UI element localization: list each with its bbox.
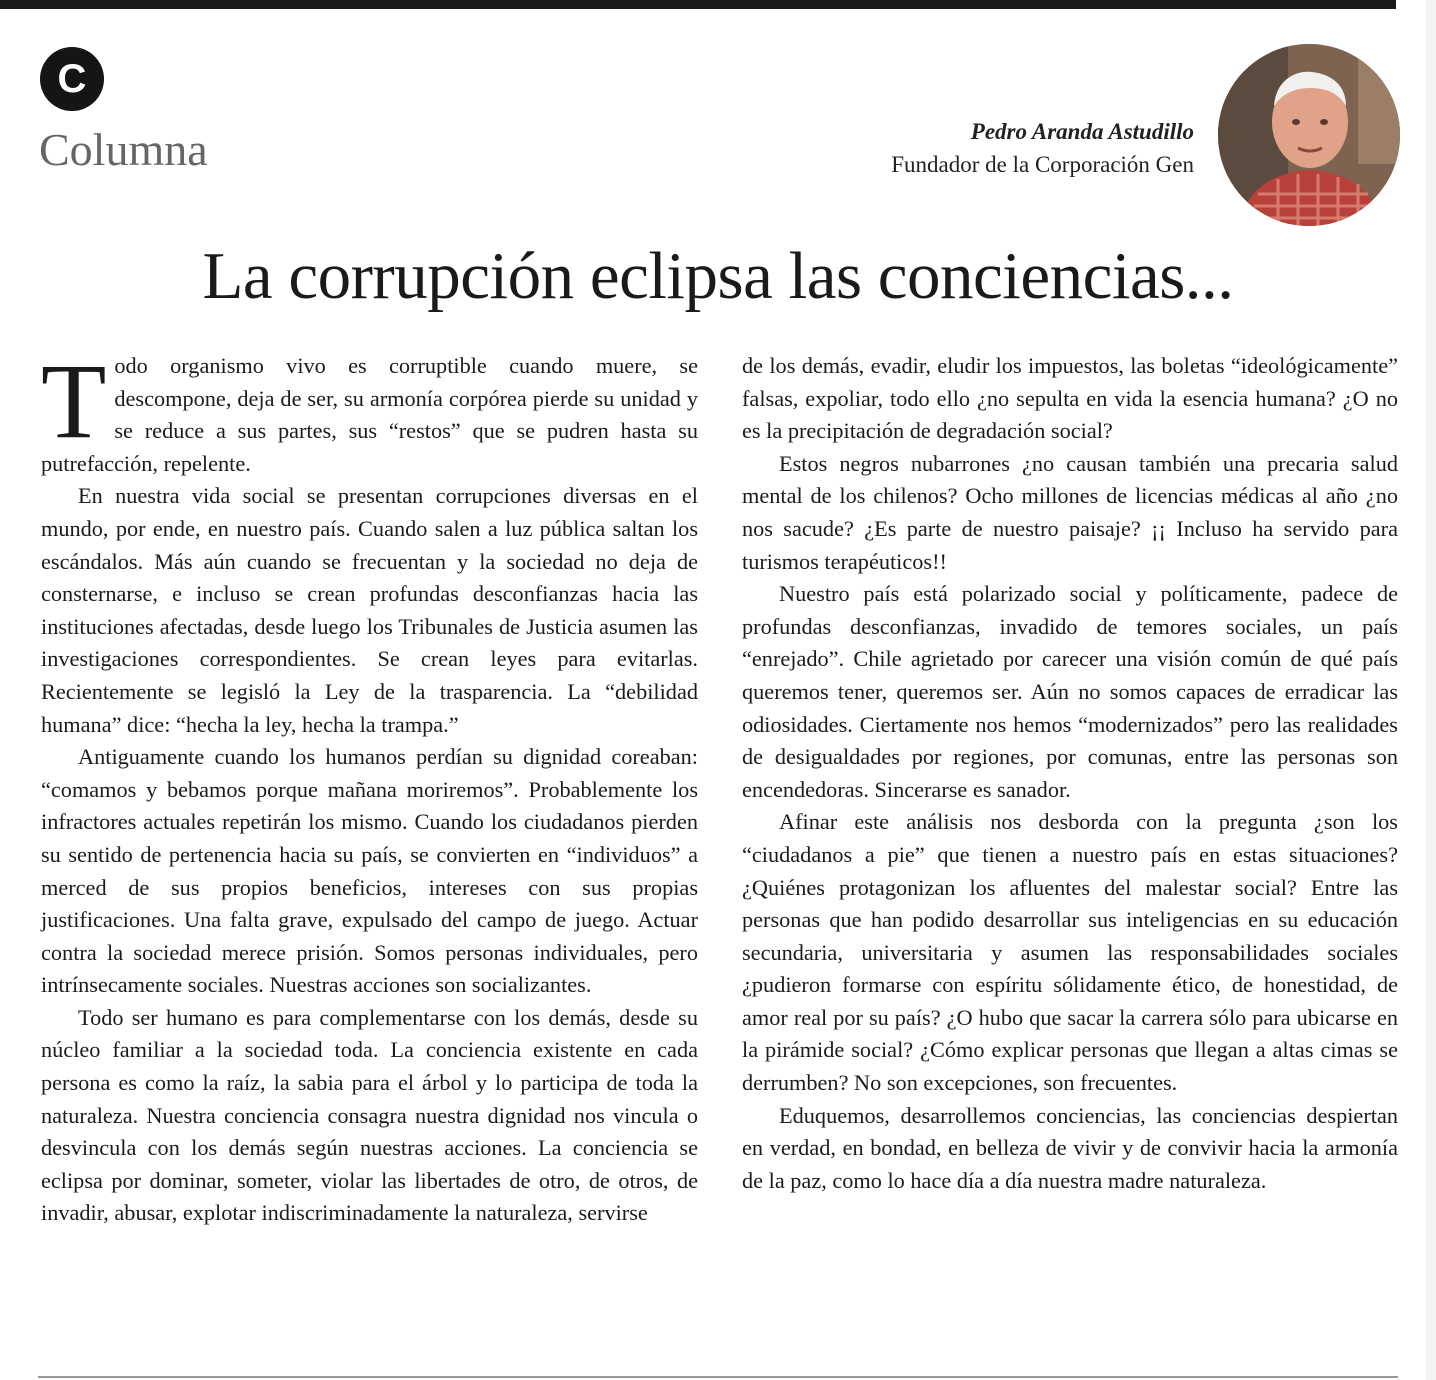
article-column-left — [41, 343, 698, 1230]
article-column-right — [742, 350, 1398, 1197]
section-label: Columna — [39, 124, 208, 175]
article-paragraph: Eduquemos, desarrollemos conciencias, las conciencias despiertan en verdad, en bondad, en belleza de vivir y de convivir hacia la armonía de la paz, como lo hace día a día nuestra madre naturaleza. — [742, 1102, 1398, 1193]
section-badge: C — [40, 47, 104, 111]
article-paragraph: Afinar este análisis nos desborda con la pregunta ¿son los “ciudadanos a pie” que tienen a nuestro país en estas situaciones? ¿Quiénes protagonizan los afluentes del malestar social? Entre las personas que han podido desarrollar sus inteligencias en su educación secundaria, universitaria y asumen las responsabilidades sociales ¿pudieron formarse con espíritu sólidamente ético, de honestidad, de amor real por su país? ¿O hubo que sacar la carrera sólo para ubicarse en la pirámide social? ¿Cómo explicar personas que llegan a altas cimas se derrumben? No son excepciones, son frecuentes. — [742, 809, 1398, 1096]
author-role: Fundador de la Corporación Gen — [891, 152, 1194, 177]
headline: La corrupción eclipsa las conciencias... — [202, 239, 1234, 313]
article-paragraph: Estos negros nubarrones ¿no causan también una precaria salud mental de los chilenos? Ocho millones de licencias médicas al año ¿no nos sacude? ¿Es parte de nuestro paisaje? ¡¡ Incluso ha servido para turismos terapéuticos!! — [742, 450, 1398, 574]
article-paragraph — [41, 343, 698, 480]
top-rule — [0, 0, 1396, 9]
bottom-rule — [38, 1376, 1398, 1378]
article-paragraph: En nuestra vida social se presentan corrupciones diversas en el mundo, por ende, en nuestro país. Cuando salen a luz pública saltan los escándalos. Más aún cuando se frecuentan y la sociedad no deja de consternarse, e incluso se crean profundas desconfianzas hacia las instituciones afectadas, desde luego los Tribunales de Justicia asumen las investigaciones correspondientes. Se crean leyes para evitarlas. Recientemente se legisló la Ley de la trasparencia. La “debilidad humana” dice: “hecha la ley, hecha la trampa.” — [41, 483, 698, 737]
paragraph-text: odo organismo vivo es corruptible cuando muere, se descompone, deja de ser, su armonía corpórea pierde su unidad y se reduce a sus partes, sus “restos” que se pudren hasta su putrefacción, repelente. — [41, 353, 698, 476]
author-photo — [1218, 44, 1400, 226]
author-name: Pedro Aranda Astudillo — [970, 119, 1194, 144]
article-paragraph-continued: de los demás, evadir, eludir los impuestos, las boletas “ideológicamente” falsas, expoliar, todo ello ¿no sepulta en vida la esencia humana? ¿O no es la precipitación de degradación social? — [742, 353, 1398, 444]
article-paragraph: Todo ser humano es para complementarse con los demás, desde su núcleo familiar a la sociedad toda. La conciencia existente en cada persona es como la raíz, la sabia para el árbol y lo participa de toda la naturaleza. Nuestra conciencia consagra nuestra dignidad nos vincula o desvincula con los demás según nuestras acciones. La conciencia se eclipsa por dominar, someter, violar las libertades de otro, de otros, de invadir, abusar, explotar indiscriminadamente la naturaleza, servirse — [41, 1004, 698, 1226]
page-edge — [1426, 0, 1436, 1380]
article-paragraph: Nuestro país está polarizado social y políticamente, padece de profundas desconfianzas, invadido de temores sociales, un país “enrejado”. Chile agrietado por carecer una visión común de qué país queremos tener, queremos ser. Aún no somos capaces de erradicar las odiosidades. Ciertamente nos hemos “modernizados” pero las realidades de desigualdades por regiones, por comunas, entre las personas son encendedoras. Sincerarse es sanador. — [742, 581, 1398, 802]
author-block — [891, 116, 1194, 182]
article-paragraph: Antiguamente cuando los humanos perdían su dignidad coreaban: “comamos y bebamos porque mañana moriremos”. Probablemente los infractores actuales repetirán los mismo. Cuando los ciudadanos pierden su sentido de pertenencia hacia su país, se convierten en “individuos” a merced de sus propios beneficios, intereses con sus propias justificaciones. Una falta grave, expulsado del campo de juego. Actuar contra la sociedad merece prisión. Somos personas individuales, pero intrínsecamente sociales. Nuestras acciones son socializantes. — [41, 744, 698, 998]
drop-cap: T — [41, 343, 107, 461]
